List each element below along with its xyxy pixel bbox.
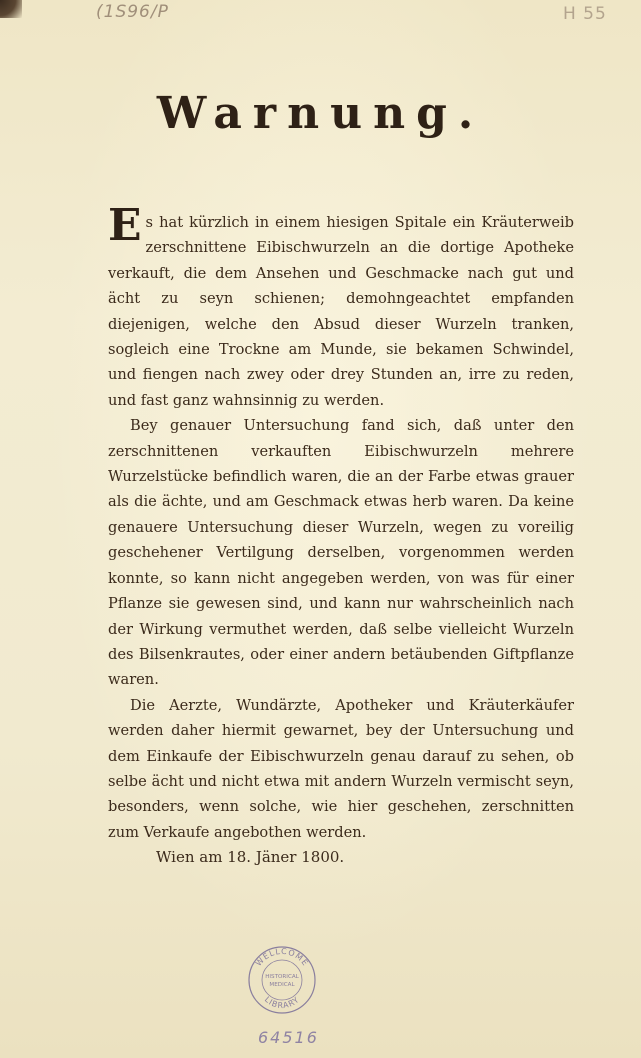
drop-cap-letter: E bbox=[108, 200, 142, 251]
paragraph-1-text: s hat kürzlich in einem hiesigen Spitale ein Kräuterweib zerschnittene Eibischwurzeln an die dortige Apotheke verkauft, die dem Ansehen und Geschmacke nach gut und ächt zu seyn schienen; demohngeachtet empfanden diejenigen, welche den Absud dieser Wurzeln tranken, sogleich eine Trockne am Munde, sie bekamen Schwindel, und fiengen nach zwey oder drey Stunden an, irre zu reden, und fast ganz wahnsinnig zu werden. bbox=[108, 214, 574, 409]
document-body bbox=[108, 200, 574, 845]
shelf-mark: (1S96/P bbox=[96, 2, 169, 22]
stamp-center-line-1: HISTORICAL bbox=[265, 974, 299, 980]
paragraph-2: Bey genauer Untersuchung fand sich, daß unter den zerschnittenen verkauften Eibischwurzeln mehrere Wurzelstücke befindlich waren, die an der Farbe etwas grauer als die ächte, und am Geschmack etwas herb waren. Da keine genauere Untersuchung dieser Wurzeln, wegen zu voreilig geschehener Vertilgung derselben, vorgenommen werden konnte, so kann nicht angegeben werden, von was für einer Pflanze sie gewesen sind, und kann nur wahrscheinlich nach der Wirkung vermuthet werden, daß selbe vielleicht Wurzeln des Bilsenkrautes, oder einer andern betäubenden Giftpflanze waren. bbox=[108, 417, 574, 689]
paragraph-3: Die Aerzte, Wundärzte, Apotheker und Kräuterkäufer werden daher hiermit gewarnet, bey der Untersuchung und dem Einkaufe der Eibischwurzeln genau darauf zu sehen, ob selbe ächt und nicht etwa mit andern Wurzeln vermischt seyn, besonders, wenn solche, wie hier geschehen, zerschnitten zum Verkaufe angebothen werden. bbox=[108, 696, 574, 841]
stamp-center-line-2: MEDICAL bbox=[269, 982, 295, 988]
dateline: Wien am 18. Jäner 1800. bbox=[156, 848, 345, 866]
svg-text:WELLCOME bbox=[254, 947, 310, 968]
accession-number: 64516 bbox=[258, 1028, 319, 1047]
paragraph-1 bbox=[108, 200, 574, 413]
library-stamp-icon bbox=[246, 944, 318, 1016]
document-title: Warnung. bbox=[156, 88, 485, 139]
ink-spot bbox=[0, 0, 22, 18]
stamp-bottom-text: LIBRARY bbox=[262, 994, 302, 1011]
corner-catalog-mark: H 55 bbox=[563, 4, 607, 24]
stamp-top-text: WELLCOME bbox=[253, 946, 311, 968]
svg-text:LIBRARY bbox=[263, 995, 302, 1010]
